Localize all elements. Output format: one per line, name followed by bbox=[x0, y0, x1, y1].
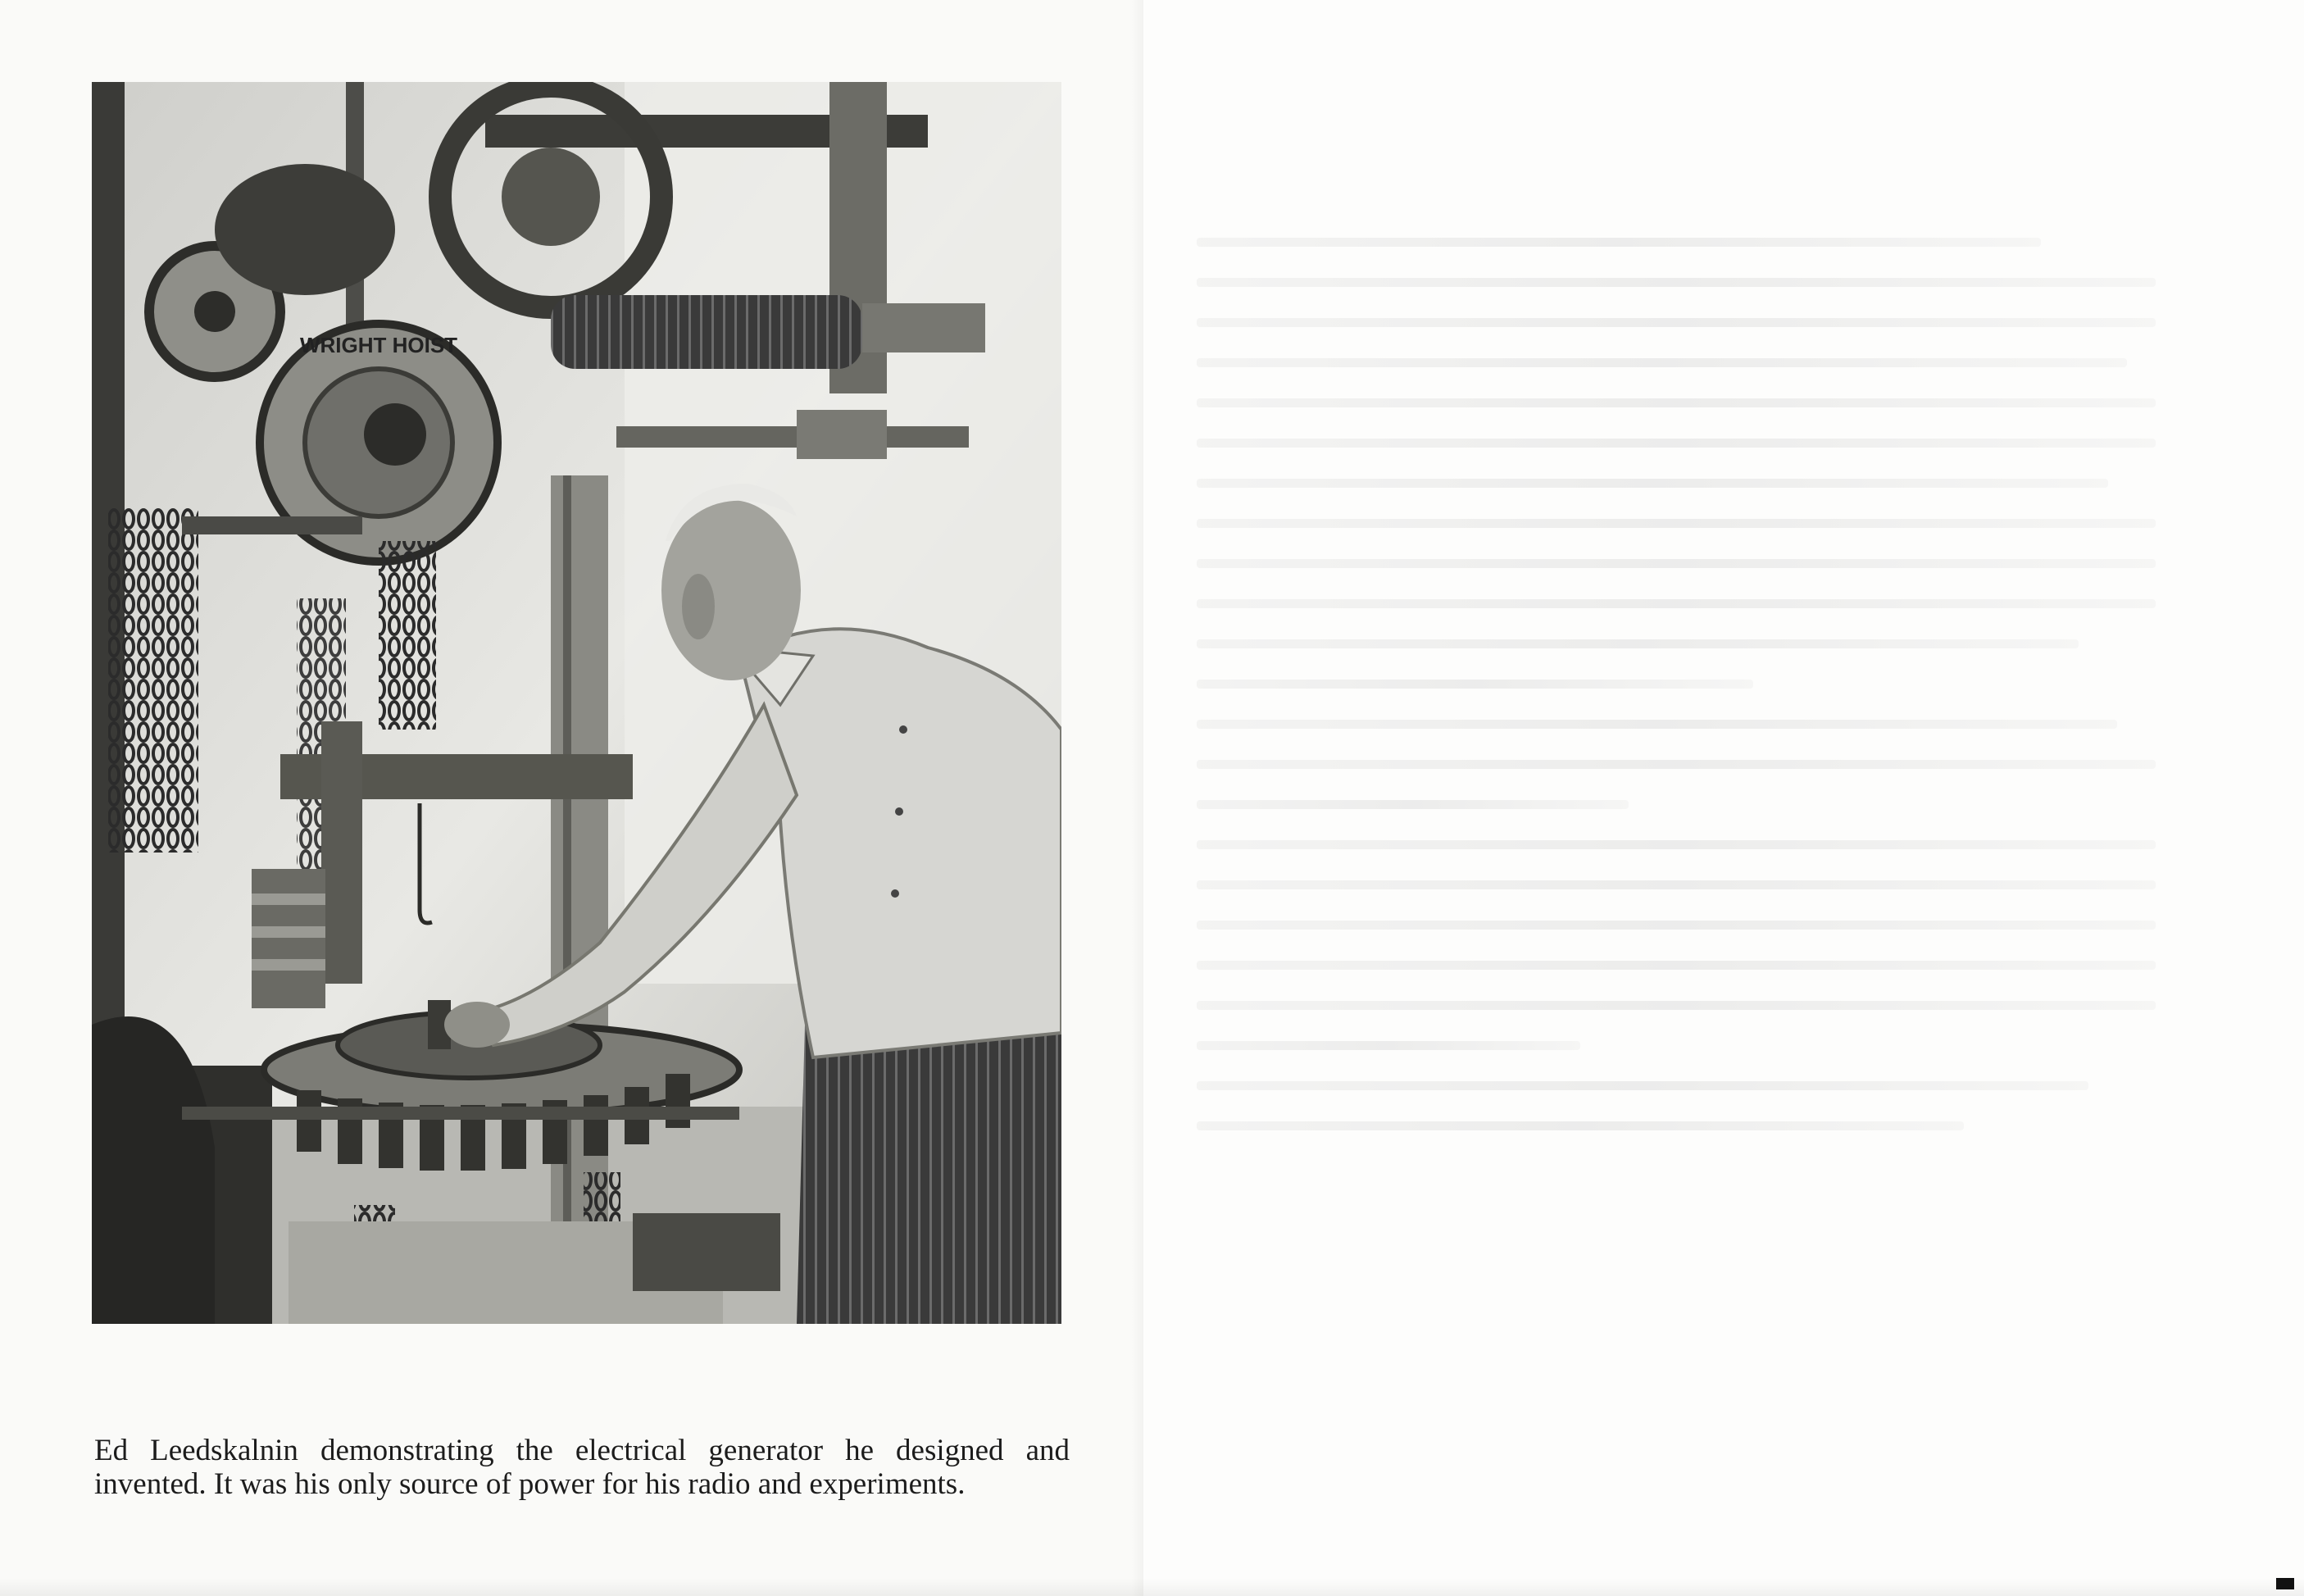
left-page bbox=[0, 0, 1143, 1596]
scan-bottom-edge bbox=[0, 1578, 2304, 1596]
photo-caption: Ed Leedskalnin demonstrating the electrical generator he designed and invented. It was his only source of power for his radio and experiments. bbox=[94, 1434, 1070, 1501]
scan-corner-mark bbox=[2276, 1578, 2294, 1589]
hoist-stencil: WRIGHT HOIST bbox=[299, 333, 458, 357]
photograph-generator bbox=[92, 82, 1061, 1324]
bleed-through-text bbox=[1197, 238, 2156, 1402]
photo-illustration bbox=[92, 82, 1061, 1324]
